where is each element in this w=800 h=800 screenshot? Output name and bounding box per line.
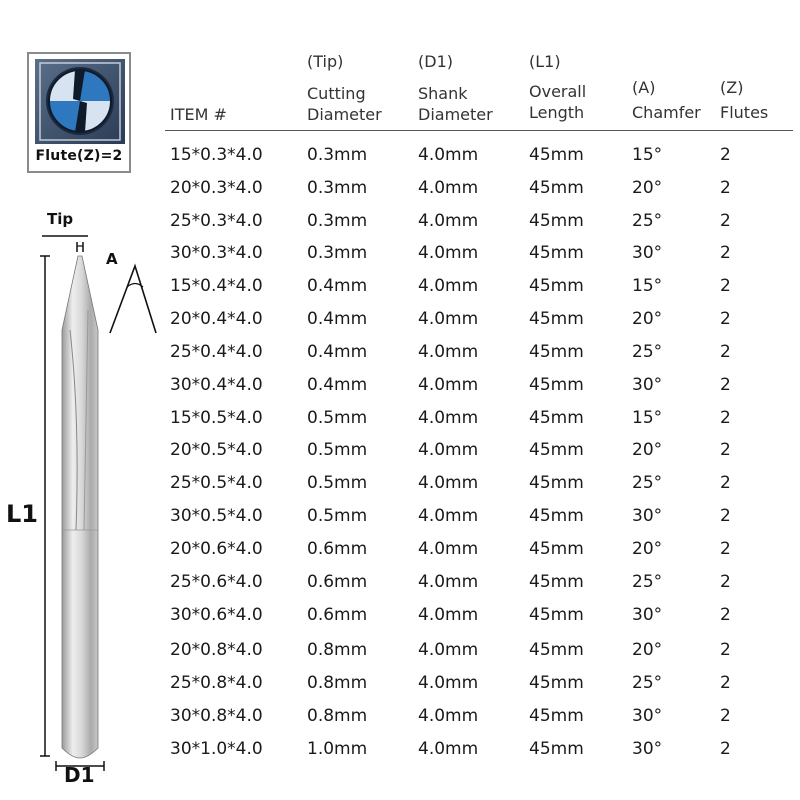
tip-label: Tip <box>47 210 74 228</box>
cell-chamfer-angle: 30° <box>632 605 663 625</box>
cell-overall-length: 45mm <box>529 473 584 493</box>
cell-cutting-diameter: 0.4mm <box>307 276 368 296</box>
cell-chamfer-angle: 30° <box>632 243 663 263</box>
cell-overall-length: 45mm <box>529 539 584 559</box>
cell-chamfer-angle: 15° <box>632 276 663 296</box>
cell-cutting-diameter: 0.6mm <box>307 572 368 592</box>
cell-item-number: 30*0.4*4.0 <box>170 375 263 395</box>
cell-shank-diameter: 4.0mm <box>418 309 479 329</box>
header-overall-length: Length <box>529 103 585 122</box>
end-mill-diagram <box>0 200 170 800</box>
cell-shank-diameter: 4.0mm <box>418 276 479 296</box>
cell-flute-count: 2 <box>720 673 731 693</box>
cell-flute-count: 2 <box>720 640 731 660</box>
cell-shank-diameter: 4.0mm <box>418 211 479 231</box>
cell-shank-diameter: 4.0mm <box>418 178 479 198</box>
cell-cutting-diameter: 1.0mm <box>307 739 368 759</box>
cell-overall-length: 45mm <box>529 673 584 693</box>
cell-overall-length: 45mm <box>529 211 584 231</box>
cell-item-number: 25*0.3*4.0 <box>170 211 263 231</box>
cell-overall-length: 45mm <box>529 605 584 625</box>
cell-cutting-diameter: 0.8mm <box>307 640 368 660</box>
cell-flute-count: 2 <box>720 706 731 726</box>
header-overall: Overall <box>529 82 587 101</box>
header-cutting-diameter: Diameter <box>307 105 382 124</box>
cell-cutting-diameter: 0.3mm <box>307 211 368 231</box>
cell-cutting-diameter: 0.5mm <box>307 506 368 526</box>
cell-cutting-diameter: 0.6mm <box>307 539 368 559</box>
cell-overall-length: 45mm <box>529 408 584 428</box>
cell-shank-diameter: 4.0mm <box>418 440 479 460</box>
cell-cutting-diameter: 0.3mm <box>307 243 368 263</box>
header-z-tag: (Z) <box>720 78 744 97</box>
cell-chamfer-angle: 30° <box>632 706 663 726</box>
header-divider <box>165 130 793 131</box>
header-shank-diameter: Diameter <box>418 105 493 124</box>
cell-shank-diameter: 4.0mm <box>418 473 479 493</box>
cell-cutting-diameter: 0.3mm <box>307 145 368 165</box>
cell-overall-length: 45mm <box>529 276 584 296</box>
cell-item-number: 15*0.4*4.0 <box>170 276 263 296</box>
cell-cutting-diameter: 0.4mm <box>307 342 368 362</box>
cell-flute-count: 2 <box>720 440 731 460</box>
cell-cutting-diameter: 0.8mm <box>307 706 368 726</box>
cell-overall-length: 45mm <box>529 342 584 362</box>
cell-item-number: 20*0.5*4.0 <box>170 440 263 460</box>
cell-item-number: 25*0.4*4.0 <box>170 342 263 362</box>
cell-shank-diameter: 4.0mm <box>418 375 479 395</box>
cell-chamfer-angle: 25° <box>632 572 663 592</box>
cell-item-number: 30*0.6*4.0 <box>170 605 263 625</box>
cell-item-number: 20*0.6*4.0 <box>170 539 263 559</box>
cell-overall-length: 45mm <box>529 706 584 726</box>
cell-cutting-diameter: 0.5mm <box>307 408 368 428</box>
cell-overall-length: 45mm <box>529 572 584 592</box>
cell-item-number: 20*0.4*4.0 <box>170 309 263 329</box>
chamfer-angle-mark <box>110 266 156 333</box>
cell-item-number: 30*1.0*4.0 <box>170 739 263 759</box>
cell-item-number: 25*0.5*4.0 <box>170 473 263 493</box>
cell-item-number: 20*0.3*4.0 <box>170 178 263 198</box>
cell-flute-count: 2 <box>720 178 731 198</box>
header-item: ITEM # <box>170 105 227 124</box>
cell-shank-diameter: 4.0mm <box>418 342 479 362</box>
cell-cutting-diameter: 0.5mm <box>307 473 368 493</box>
cell-shank-diameter: 4.0mm <box>418 408 479 428</box>
cell-item-number: 25*0.8*4.0 <box>170 673 263 693</box>
cell-flute-count: 2 <box>720 605 731 625</box>
cell-flute-count: 2 <box>720 506 731 526</box>
cell-item-number: 30*0.8*4.0 <box>170 706 263 726</box>
flute-count-label: Flute(Z)=2 <box>35 148 123 164</box>
header-chamfer: Chamfer <box>632 103 701 122</box>
cell-shank-diameter: 4.0mm <box>418 605 479 625</box>
cell-shank-diameter: 4.0mm <box>418 506 479 526</box>
tool-body <box>62 256 98 758</box>
cell-chamfer-angle: 30° <box>632 739 663 759</box>
cell-flute-count: 2 <box>720 539 731 559</box>
cell-flute-count: 2 <box>720 276 731 296</box>
cell-flute-count: 2 <box>720 145 731 165</box>
cell-chamfer-angle: 30° <box>632 375 663 395</box>
cell-overall-length: 45mm <box>529 145 584 165</box>
cell-item-number: 30*0.5*4.0 <box>170 506 263 526</box>
cell-chamfer-angle: 20° <box>632 309 663 329</box>
cell-overall-length: 45mm <box>529 178 584 198</box>
cell-flute-count: 2 <box>720 309 731 329</box>
cell-shank-diameter: 4.0mm <box>418 145 479 165</box>
cell-chamfer-angle: 20° <box>632 440 663 460</box>
cell-chamfer-angle: 20° <box>632 178 663 198</box>
diameter-label: D1 <box>64 763 95 787</box>
cell-shank-diameter: 4.0mm <box>418 243 479 263</box>
cell-cutting-diameter: 0.5mm <box>307 440 368 460</box>
cell-chamfer-angle: 25° <box>632 473 663 493</box>
flute-badge <box>27 52 131 173</box>
cell-chamfer-angle: 20° <box>632 539 663 559</box>
cell-flute-count: 2 <box>720 408 731 428</box>
cell-flute-count: 2 <box>720 342 731 362</box>
header-l1-tag: (L1) <box>529 52 561 71</box>
cell-overall-length: 45mm <box>529 440 584 460</box>
cell-shank-diameter: 4.0mm <box>418 673 479 693</box>
cell-cutting-diameter: 0.6mm <box>307 605 368 625</box>
cell-chamfer-angle: 15° <box>632 145 663 165</box>
length-label: L1 <box>6 500 38 528</box>
cell-item-number: 20*0.8*4.0 <box>170 640 263 660</box>
cell-overall-length: 45mm <box>529 739 584 759</box>
header-cutting: Cutting <box>307 84 366 103</box>
flute-cross-section-icon <box>35 59 125 144</box>
cell-flute-count: 2 <box>720 375 731 395</box>
cell-chamfer-angle: 15° <box>632 408 663 428</box>
cell-chamfer-angle: 20° <box>632 640 663 660</box>
cell-flute-count: 2 <box>720 572 731 592</box>
cell-item-number: 30*0.3*4.0 <box>170 243 263 263</box>
header-tip-tag: (Tip) <box>307 52 344 71</box>
cell-flute-count: 2 <box>720 739 731 759</box>
cell-flute-count: 2 <box>720 243 731 263</box>
cell-chamfer-angle: 25° <box>632 342 663 362</box>
cell-chamfer-angle: 25° <box>632 673 663 693</box>
cell-overall-length: 45mm <box>529 375 584 395</box>
cell-overall-length: 45mm <box>529 309 584 329</box>
cell-shank-diameter: 4.0mm <box>418 539 479 559</box>
cell-chamfer-angle: 25° <box>632 211 663 231</box>
cell-chamfer-angle: 30° <box>632 506 663 526</box>
header-d1-tag: (D1) <box>418 52 453 71</box>
cell-cutting-diameter: 0.4mm <box>307 309 368 329</box>
cell-overall-length: 45mm <box>529 640 584 660</box>
cell-item-number: 15*0.5*4.0 <box>170 408 263 428</box>
cell-flute-count: 2 <box>720 211 731 231</box>
header-a-tag: (A) <box>632 78 656 97</box>
header-flutes: Flutes <box>720 103 769 122</box>
cell-shank-diameter: 4.0mm <box>418 572 479 592</box>
cell-flute-count: 2 <box>720 473 731 493</box>
chamfer-label: A <box>106 250 118 268</box>
cell-overall-length: 45mm <box>529 243 584 263</box>
cell-item-number: 15*0.3*4.0 <box>170 145 263 165</box>
cell-cutting-diameter: 0.3mm <box>307 178 368 198</box>
cell-shank-diameter: 4.0mm <box>418 706 479 726</box>
cell-overall-length: 45mm <box>529 506 584 526</box>
cell-cutting-diameter: 0.4mm <box>307 375 368 395</box>
cell-shank-diameter: 4.0mm <box>418 739 479 759</box>
cell-shank-diameter: 4.0mm <box>418 640 479 660</box>
cell-cutting-diameter: 0.8mm <box>307 673 368 693</box>
header-shank: Shank <box>418 84 468 103</box>
cell-item-number: 25*0.6*4.0 <box>170 572 263 592</box>
